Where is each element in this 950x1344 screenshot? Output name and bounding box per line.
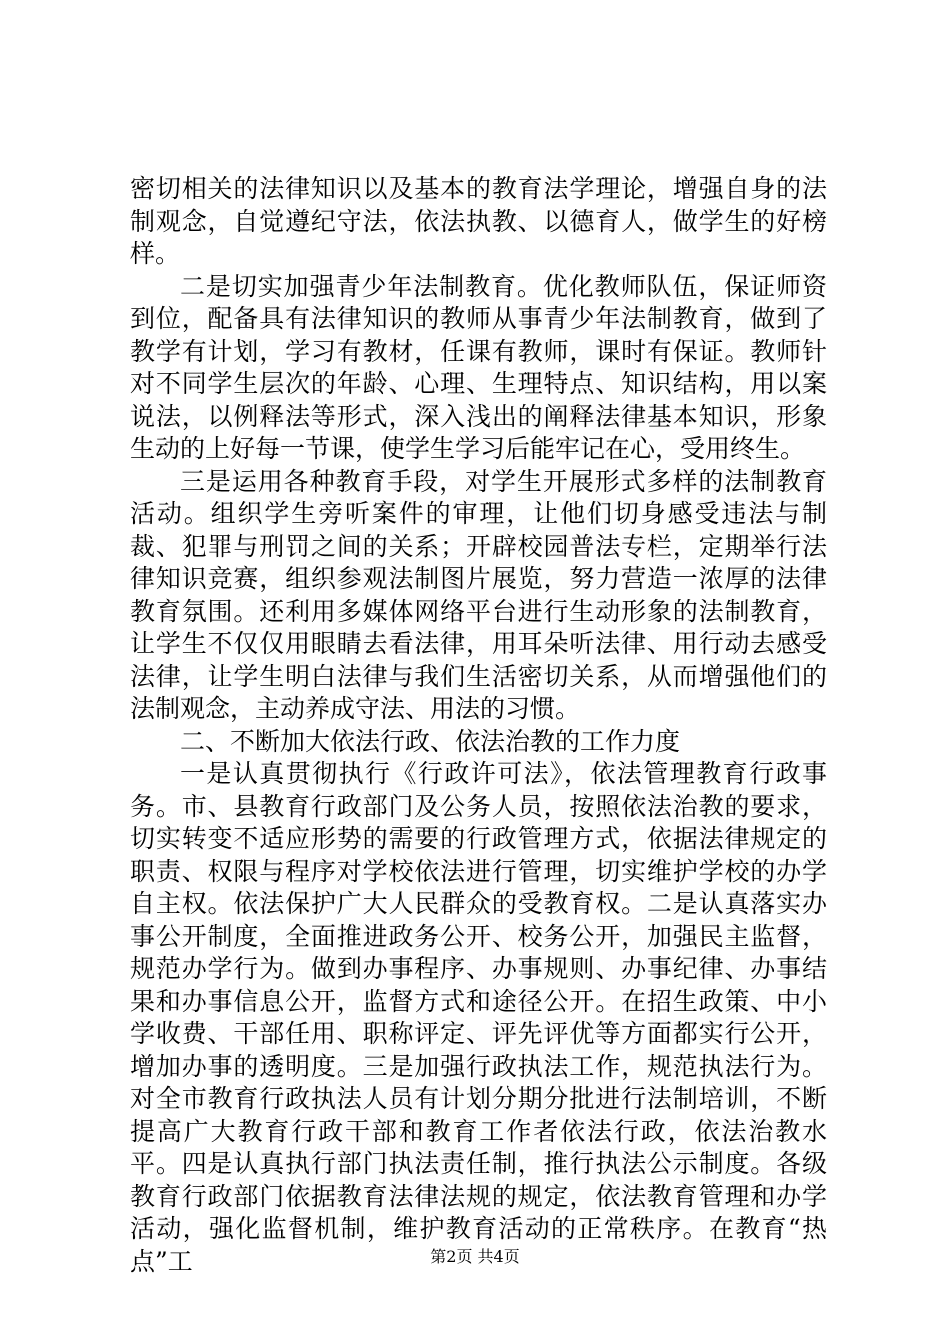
- page-number-footer: 第2页 共4页: [430, 1247, 520, 1266]
- document-body: [130, 173, 827, 1278]
- section-heading: 二、不断加大依法行政、依法治教的工作力度: [180, 726, 681, 756]
- paragraph-continued: 密切相关的法律知识以及基本的教育法学理论，增强自身的法制观念，自觉遵纪守法，依法执教、以德育人，做学生的好榜样。: [130, 174, 827, 268]
- paragraph-education-activities: 三是运用各种教育手段，对学生开展形式多样的法制教育活动。组织学生旁听案件的审理，让他们切身感受违法与制裁、犯罪与刑罚之间的关系；开辟校园普法专栏，定期举行法律知识竞赛，组织参观法制图片展览，努力营造一浓厚的法律教育氛围。还利用多媒体网络平台进行生动形象的法制教育，让学生不仅仅用眼睛去看法律，用耳朵听法律、用行动去感受法律，让学生明白法律与我们生活密切关系，从而增强他们的法制观念，主动养成守法、用法的习惯。: [130, 466, 827, 723]
- paragraph-administrative-law: 一是认真贯彻执行《行政许可法》，依法管理教育行政事务。市、县教育行政部门及公务人员，按照依法治教的要求，切实转变不适应形势的需要的行政管理方式，依据法律规定的职责、权限与程序对学校依法进行管理，切实维护学校的办学自主权。依法保护广大人民群众的受教育权。二是认真落实办事公开制度，全面推进政务公开、校务公开，加强民主监督，规范办学行为。做到办事程序、办事规则、办事纪律、办事结果和办事信息公开，监督方式和途径公开。在招生政策、中小学收费、干部任用、职称评定、评先评优等方面都实行公开，增加办事的透明度。三是加强行政执法工作，规范执法行为。对全市教育行政执法人员有计划分期分批进行法制培训，不断提高广大教育行政干部和教育工作者依法行政，依法治教水平。四是认真执行部门执法责任制，推行执法公示制度。各级教育行政部门依据教育法律法规的规定，依法教育管理和办学活动，强化监督机制，维护教育活动的正常秩序。在教育“热点”工: [130, 759, 827, 1276]
- paragraph-youth-law-education: 二是切实加强青少年法制教育。优化教师队伍，保证师资到位，配备具有法律知识的教师从事青少年法制教育，做到了教学有计划，学习有教材，任课有教师，课时有保证。教师针对不同学生层次的年龄、心理、生理特点、知识结构，用以案说法，以例释法等形式，深入浅出的阐释法律基本知识，形象生动的上好每一节课，使学生学习后能牢记在心，受用终生。: [130, 271, 827, 463]
